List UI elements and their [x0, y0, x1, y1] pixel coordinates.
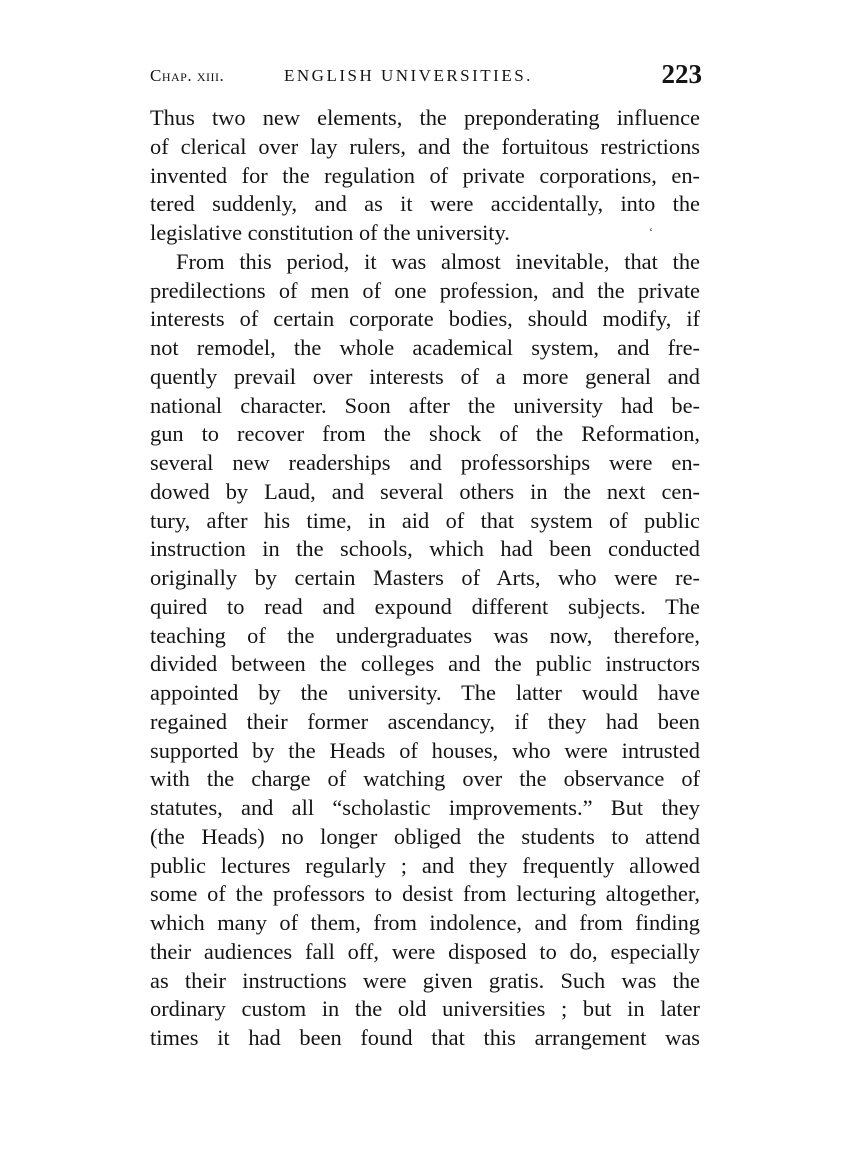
paragraph-1	[150, 104, 700, 248]
body-text	[150, 104, 700, 1053]
text-line: statutes, and all “scholastic improvements.” But they	[150, 795, 700, 820]
text-line: legislative constitution of the university.	[150, 220, 510, 245]
text-line: quently prevail over interests of a more general and	[150, 363, 700, 389]
text-line: teaching of the undergraduates was now, therefore,	[150, 622, 700, 648]
running-title: ENGLISH UNIVERSITIES.	[284, 66, 533, 85]
text-line: predilections of men of one profession, and the private	[150, 277, 700, 303]
text-line: From this period, it was almost inevitable, that the	[176, 248, 700, 274]
book-page	[150, 56, 700, 1053]
text-line: interests of certain corporate bodies, should modify, if	[150, 306, 700, 332]
text-line: Thus two new elements, the preponderating influence	[150, 105, 700, 130]
text-line: national character. Soon after the university had be-	[150, 392, 700, 418]
text-line: of clerical over lay rulers, and the fortuitous restrictions	[150, 133, 700, 159]
text-line: gun to recover from the shock of the Reformation,	[150, 421, 700, 447]
chapter-label: Chap. xiii.	[150, 66, 225, 85]
text-line: supported by the Heads of houses, who were intrusted	[150, 737, 700, 763]
text-line: dowed by Laud, and several others in the next cen-	[150, 478, 700, 504]
page-number: 223	[661, 59, 702, 89]
text-line: ordinary custom in the old universities ; but in later	[150, 996, 700, 1022]
text-line: originally by certain Masters of Arts, who were re-	[150, 565, 700, 590]
text-line: several new readerships and professorships were en-	[150, 450, 700, 475]
print-speck: ʻ	[649, 225, 653, 239]
text-line: with the charge of watching over the observance of	[150, 766, 700, 792]
text-line: public lectures regularly ; and they frequently allowed	[150, 852, 700, 878]
text-line: (the Heads) no longer obliged the students to attend	[150, 823, 700, 849]
text-line: invented for the regulation of private corporations, en-	[150, 162, 700, 188]
text-line: regained their former ascendancy, if they had been	[150, 708, 700, 734]
text-line: some of the professors to desist from lecturing altogether,	[150, 881, 700, 907]
text-line: quired to read and expound different subjects. The	[150, 593, 700, 619]
text-line: not remodel, the whole academical system, and fre-	[150, 335, 700, 360]
text-line: their audiences fall off, were disposed to do, especially	[150, 938, 700, 964]
text-line: which many of them, from indolence, and from finding	[150, 910, 700, 935]
text-line: tered suddenly, and as it were accidentally, into the	[150, 191, 700, 217]
text-line: as their instructions were given gratis. Such was the	[150, 967, 700, 993]
text-line: instruction in the schools, which had been conducted	[150, 536, 700, 562]
text-line: divided between the colleges and the public instructors	[150, 651, 700, 677]
text-line: tury, after his time, in aid of that system of public	[150, 507, 700, 533]
text-line: times it had been found that this arrangement was	[150, 1025, 700, 1050]
paragraph-2	[150, 248, 700, 1053]
text-line: appointed by the university. The latter would have	[150, 680, 700, 705]
running-head	[150, 56, 700, 96]
